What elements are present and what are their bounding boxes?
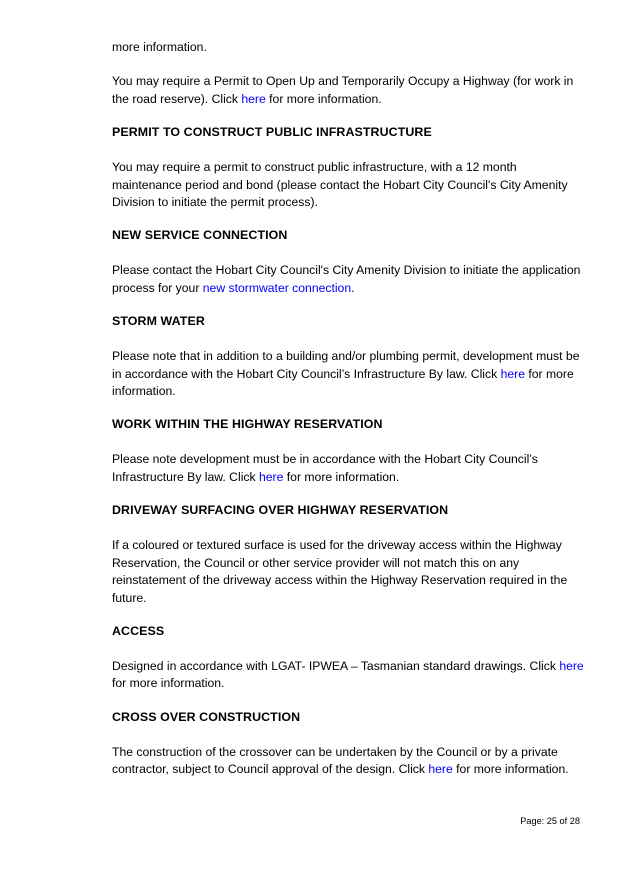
storm-water-paragraph: Please note that in addition to a building and/or plumbing permit, development must be in accordance with the Hobart City Council’s Infrastructure By law. Click here for more information.: [112, 349, 580, 399]
highway-reservation-paragraph: Please note development must be in accordance with the Hobart City Council’s Infrastructure By law. Click here for more information.: [112, 452, 538, 484]
permit-open-up-paragraph: You may require a Permit to Open Up and Temporarily Occupy a Highway (for work in the road reserve). Click here for more information.: [112, 74, 574, 106]
document-page: [112, 39, 584, 779]
service-connection-paragraph: Please contact the Hobart City Council's City Amenity Division to initiate the application process for your new stormwater connection.: [112, 263, 581, 295]
access-paragraph: Designed in accordance with LGAT- IPWEA – Tasmanian standard drawings. Click here for more information.: [112, 658, 584, 691]
heading-public-infrastructure: PERMIT TO CONSTRUCT PUBLIC INFRASTRUCTURE: [112, 125, 432, 140]
heading-storm-water: STORM WATER: [112, 314, 205, 329]
heading-access: ACCESS: [112, 623, 165, 638]
cross-over-link[interactable]: here: [428, 762, 453, 777]
stormwater-connection-link[interactable]: new stormwater connection: [202, 280, 352, 295]
heading-service-connection: NEW SERVICE CONNECTION: [112, 228, 288, 243]
page-number: Page: 25 of 28: [520, 816, 580, 826]
driveway-surfacing-paragraph: If a coloured or textured surface is used for the driveway access within the Highway Reservation, the Council or other service provider will not match this on any reinstatement of the driveway access within the Highway Reservation required in the future.: [112, 538, 568, 605]
public-infrastructure-paragraph: You may require a permit to construct public infrastructure, with a 12 month maintenance period and bond (please contact the Hobart City Council's City Amenity Division to initiate the permit process).: [112, 160, 568, 210]
access-link[interactable]: here: [559, 658, 584, 673]
heading-cross-over: CROSS OVER CONSTRUCTION: [112, 709, 301, 724]
heading-driveway-surfacing: DRIVEWAY SURFACING OVER HIGHWAY RESERVATION: [112, 503, 449, 518]
intro-continuation: more information.: [112, 40, 207, 54]
heading-highway-reservation: WORK WITHIN THE HIGHWAY RESERVATION: [112, 417, 383, 432]
permit-open-up-link[interactable]: here: [241, 91, 266, 106]
highway-reservation-link[interactable]: here: [258, 469, 284, 484]
cross-over-paragraph: The construction of the crossover can be undertaken by the Council or by a private contractor, subject to Council approval of the design. Click here for more information.: [112, 744, 569, 777]
storm-water-link[interactable]: here: [500, 366, 525, 381]
